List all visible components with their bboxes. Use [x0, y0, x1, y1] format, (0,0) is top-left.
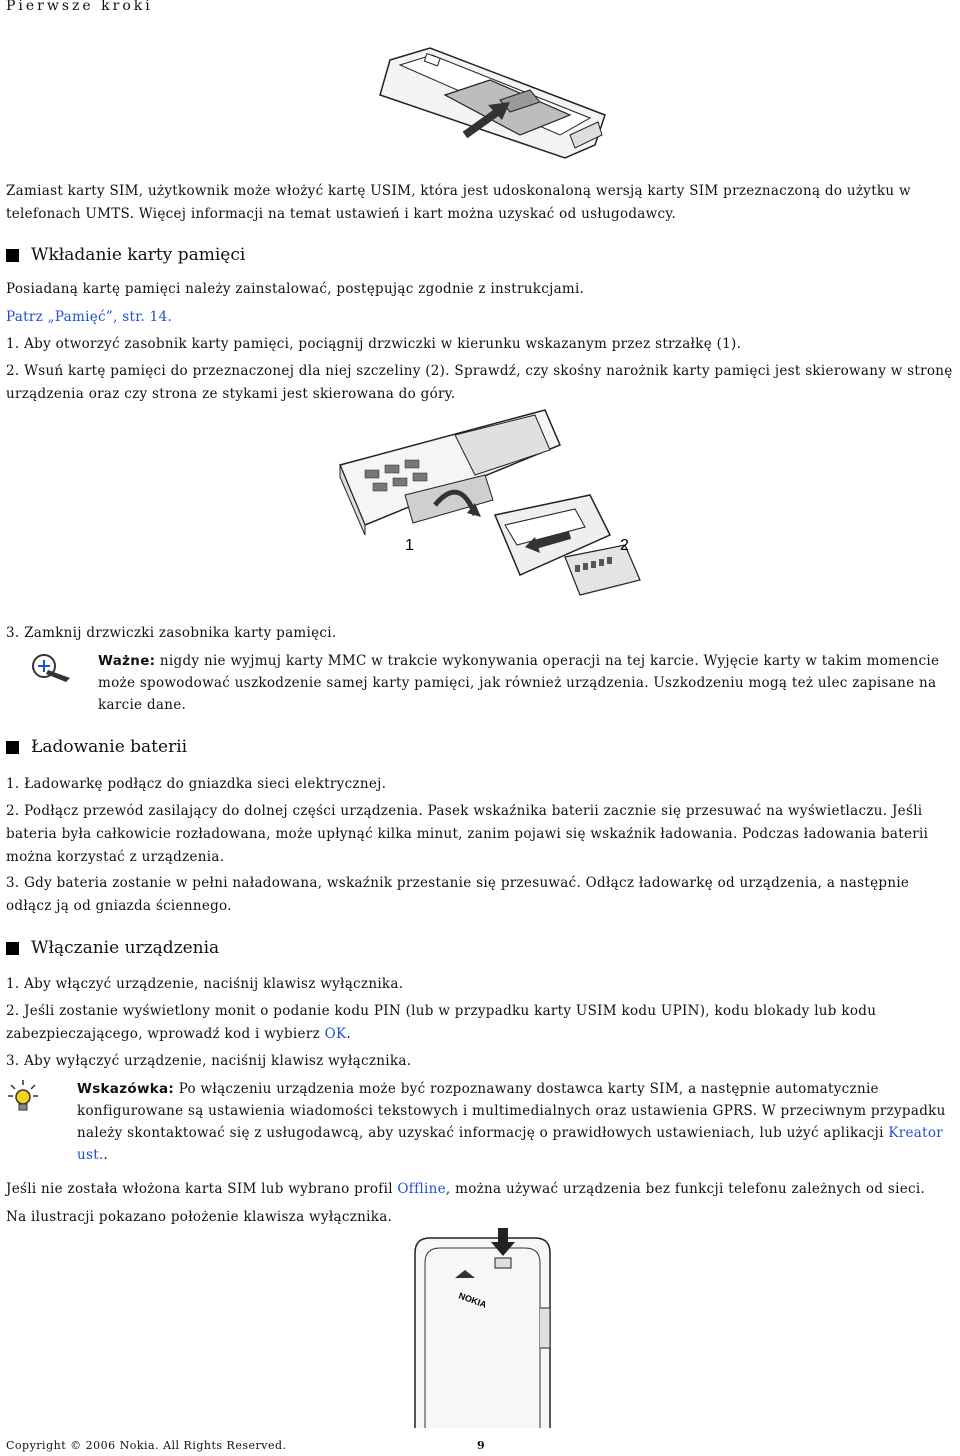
power-step-3: 3. Aby wyłączyć urządzenie, naciśnij klawisz wyłącznika.: [6, 1053, 412, 1069]
tip-note: Wskazówka: Po włączeniu urządzenia może być rozpoznawany dostawca karty SIM, a następnie automatycznie konfigurowane są ustawienia wiadomości tekstowych i multimedialnych oraz ustawienia GPRS. W przeciwnym przypadku należy skontaktować się z usługodawcą, aby uzyskać informację o prawidłowych ustawieniach, lub użyć aplikacji Kreator ust..: [77, 1081, 946, 1163]
bullet-square-icon: [6, 741, 19, 754]
memory-step-2: 2. Wsuń kartę pamięci do przeznaczonej dla niej szczeliny (2). Sprawdź, czy skośny narożnik karty pamięci jest skierowany w stronę urządzenia oraz czy strona ze stykami jest skierowana do góry.: [6, 363, 953, 402]
power-key-caption: Na ilustracji pokazano położenie klawisza wyłącznika.: [6, 1209, 393, 1225]
section-title-power-on: Włączanie urządzenia: [6, 938, 219, 958]
page-number: 9: [477, 1439, 485, 1452]
wizard-link[interactable]: Kreator ust.: [77, 1125, 944, 1163]
footer-copyright: Copyright © 2006 Nokia. All Rights Reserved.: [6, 1439, 287, 1452]
sim-insert-illustration: [370, 40, 610, 170]
charging-step-3: 3. Gdy bateria zostanie w pełni naładowana, wskaźnik przestanie się przesuwać. Odłącz ładowarkę od urządzenia, a następnie odłącz ją od gniazda ściennego.: [6, 875, 910, 914]
bullet-square-icon: [6, 942, 19, 955]
offline-paragraph: Jeśli nie została włożona karta SIM lub wybrano profil Offline, można używać urządzenia bez funkcji telefonu zależnych od sieci.: [6, 1181, 926, 1197]
charging-step-2: 2. Podłącz przewód zasilający do dolnej części urządzenia. Pasek wskaźnika baterii zacznie się przesuwać na wyświetlaczu. Jeśli bateria była całkowicie rozładowana, może upłynąć kilka minut, zanim pojawi się wskaźnik ładowania. Podczas ładowania baterii można korzystać z urządzenia.: [6, 803, 929, 865]
memory-card-illustration: [335, 405, 655, 605]
section-title-memory-card: Wkładanie karty pamięci: [6, 245, 245, 265]
ok-link[interactable]: OK: [324, 1026, 347, 1042]
figure-label-2: 2: [620, 537, 629, 554]
intro-paragraph: Zamiast karty SIM, użytkownik może włożyć kartę USIM, która jest udoskonaloną wersją karty SIM przeznaczoną do użytku w telefonach UMTS. Więcej informacji na temat ustawień i kart można uzyskać od usługodawcy.: [6, 183, 911, 222]
memory-card-intro: Posiadaną kartę pamięci należy zainstalować, postępując zgodnie z instrukcjami.: [6, 281, 585, 297]
figure-label-1: 1: [405, 537, 414, 554]
running-header: Pierwsze kroki: [6, 0, 153, 14]
brand-logo: NOKIA: [457, 1290, 488, 1310]
memory-link[interactable]: Patrz „Pamięć”, str. 14.: [6, 309, 173, 325]
power-step-1: 1. Aby włączyć urządzenie, naciśnij klawisz wyłącznika.: [6, 976, 404, 992]
charging-step-1: 1. Ładowarkę podłącz do gniazdka sieci elektrycznej.: [6, 776, 387, 792]
power-key-illustration: [410, 1228, 560, 1428]
memory-step-1: 1. Aby otworzyć zasobnik karty pamięci, pociągnij drzwiczki w kierunku wskazanym przez strzałkę (1).: [6, 336, 742, 352]
bullet-square-icon: [6, 249, 19, 262]
lightbulb-icon: [8, 1080, 38, 1114]
power-step-2: 2. Jeśli zostanie wyświetlony monit o podanie kodu PIN (lub w przypadku karty USIM kodu UPIN), kodu blokady lub kodu zabezpieczającego, wprowadź kod i wybierz OK.: [6, 1003, 877, 1042]
note-hand-icon: [30, 652, 72, 684]
offline-link[interactable]: Offline: [397, 1181, 446, 1197]
memory-step-3: 3. Zamknij drzwiczki zasobnika karty pamięci.: [6, 625, 337, 641]
note-important: Ważne: nigdy nie wyjmuj karty MMC w trakcie wykonywania operacji na tej karcie. Wyjęcie karty w takim momencie może spowodować uszkodzenie samej karty pamięci, jak również urządzenia. Uszkodzeniu mogą też ulec zapisane na karcie dane.: [98, 653, 940, 713]
section-title-charging: Ładowanie baterii: [6, 737, 187, 757]
